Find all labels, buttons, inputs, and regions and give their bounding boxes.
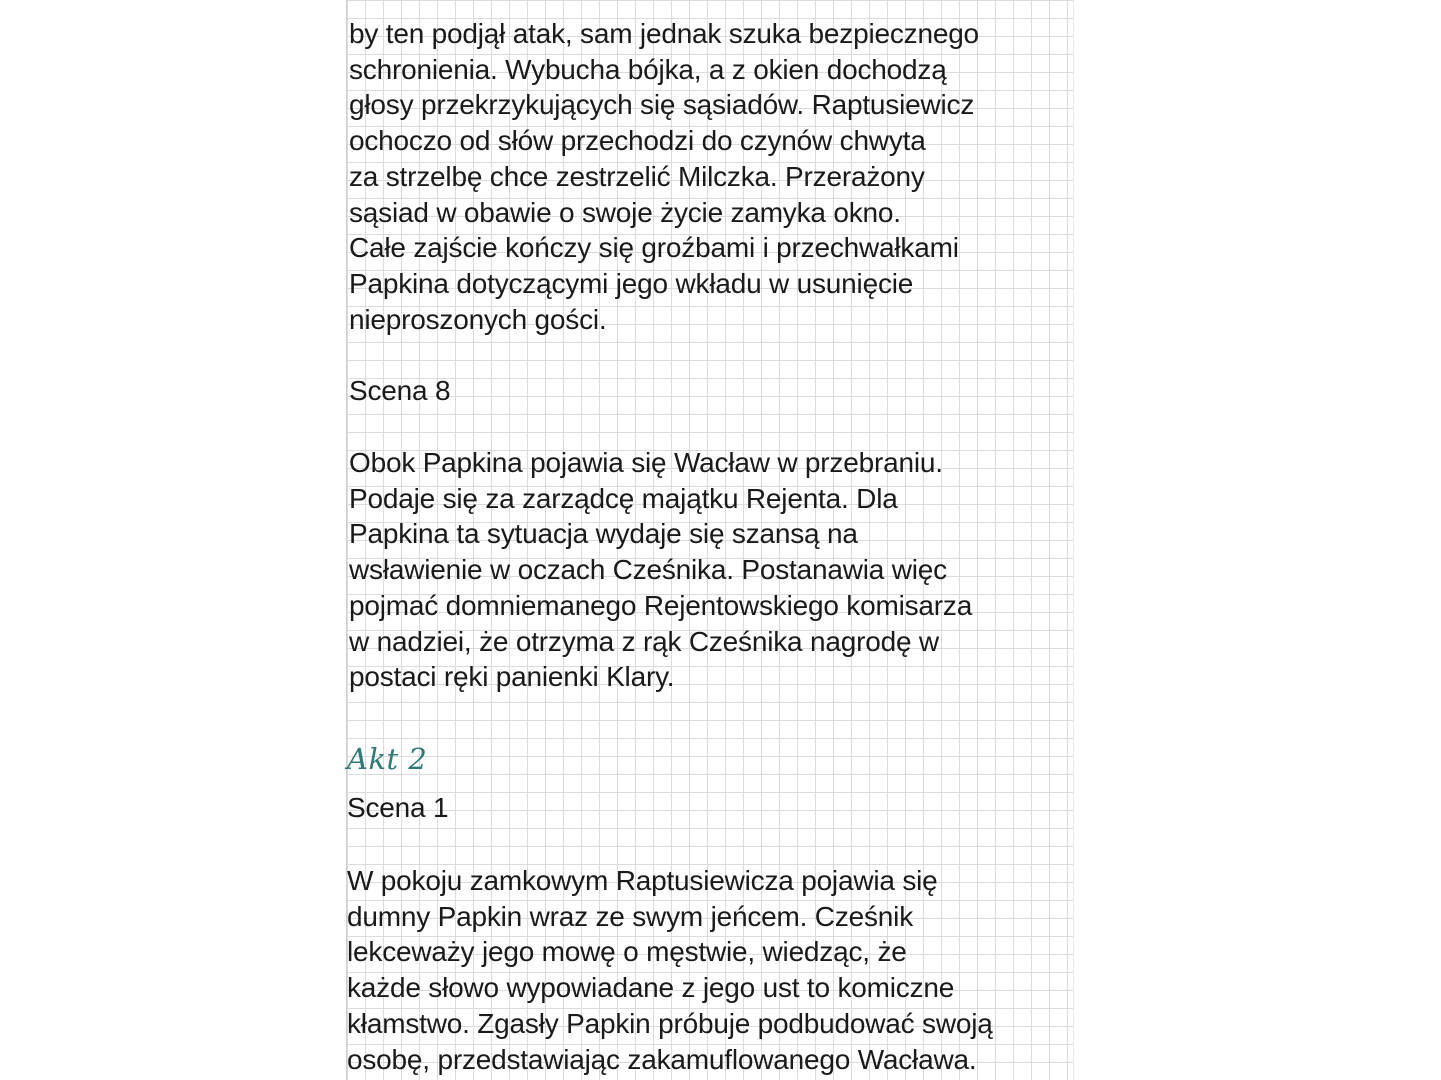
scene-1-title: Scena 1 (347, 792, 449, 823)
paragraph-act1-scene7-end: by ten podjął atak, sam jednak szuka bezpiecznego schronienia. Wybucha bójka, a z okien dochodzą głosy przekrzykujących się sąsiadów. Raptusiewicz ochoczo od słów przechodzi do czynów chwyta za strzelbę chce zestrzelić Milczka. Przerażony sąsiad w obawie o swoje życie zamyka okno. Całe zajście kończy się groźbami i przechwałkami Papkina dotyczącymi jego wkładu w usunięcie nieproszonych gości. (349, 18, 979, 335)
paragraph-scene-8: Obok Papkina pojawia się Wacław w przebraniu. Podaje się za zarządcę majątku Rejenta. Dla Papkina ta sytuacja wydaje się szansą na wsławienie w oczach Cześnika. Postanawia więc pojmać domniemanego Rejentowskiego komisarza w nadziei, że otrzyma z rąk Cześnika nagrodę w postaci ręki panienki Klary. (349, 447, 973, 693)
act-2-title: Akt 2 (347, 742, 428, 776)
notebook-page (346, 0, 1074, 1080)
scene-8-title: Scena 8 (349, 375, 451, 406)
paragraph-act2-scene-1: W pokoju zamkowym Raptusiewicza pojawia się dumny Papkin wraz ze swym jeńcem. Cześnik lekceważy jego mowę o męstwie, wiedząc, że każde słowo wypowiadane z jego ust to komiczne kłamstwo. Zgasły Papkin próbuje podbudować swoją osobę, przedstawiając zakamuflowanego Wacława. (347, 865, 993, 1075)
